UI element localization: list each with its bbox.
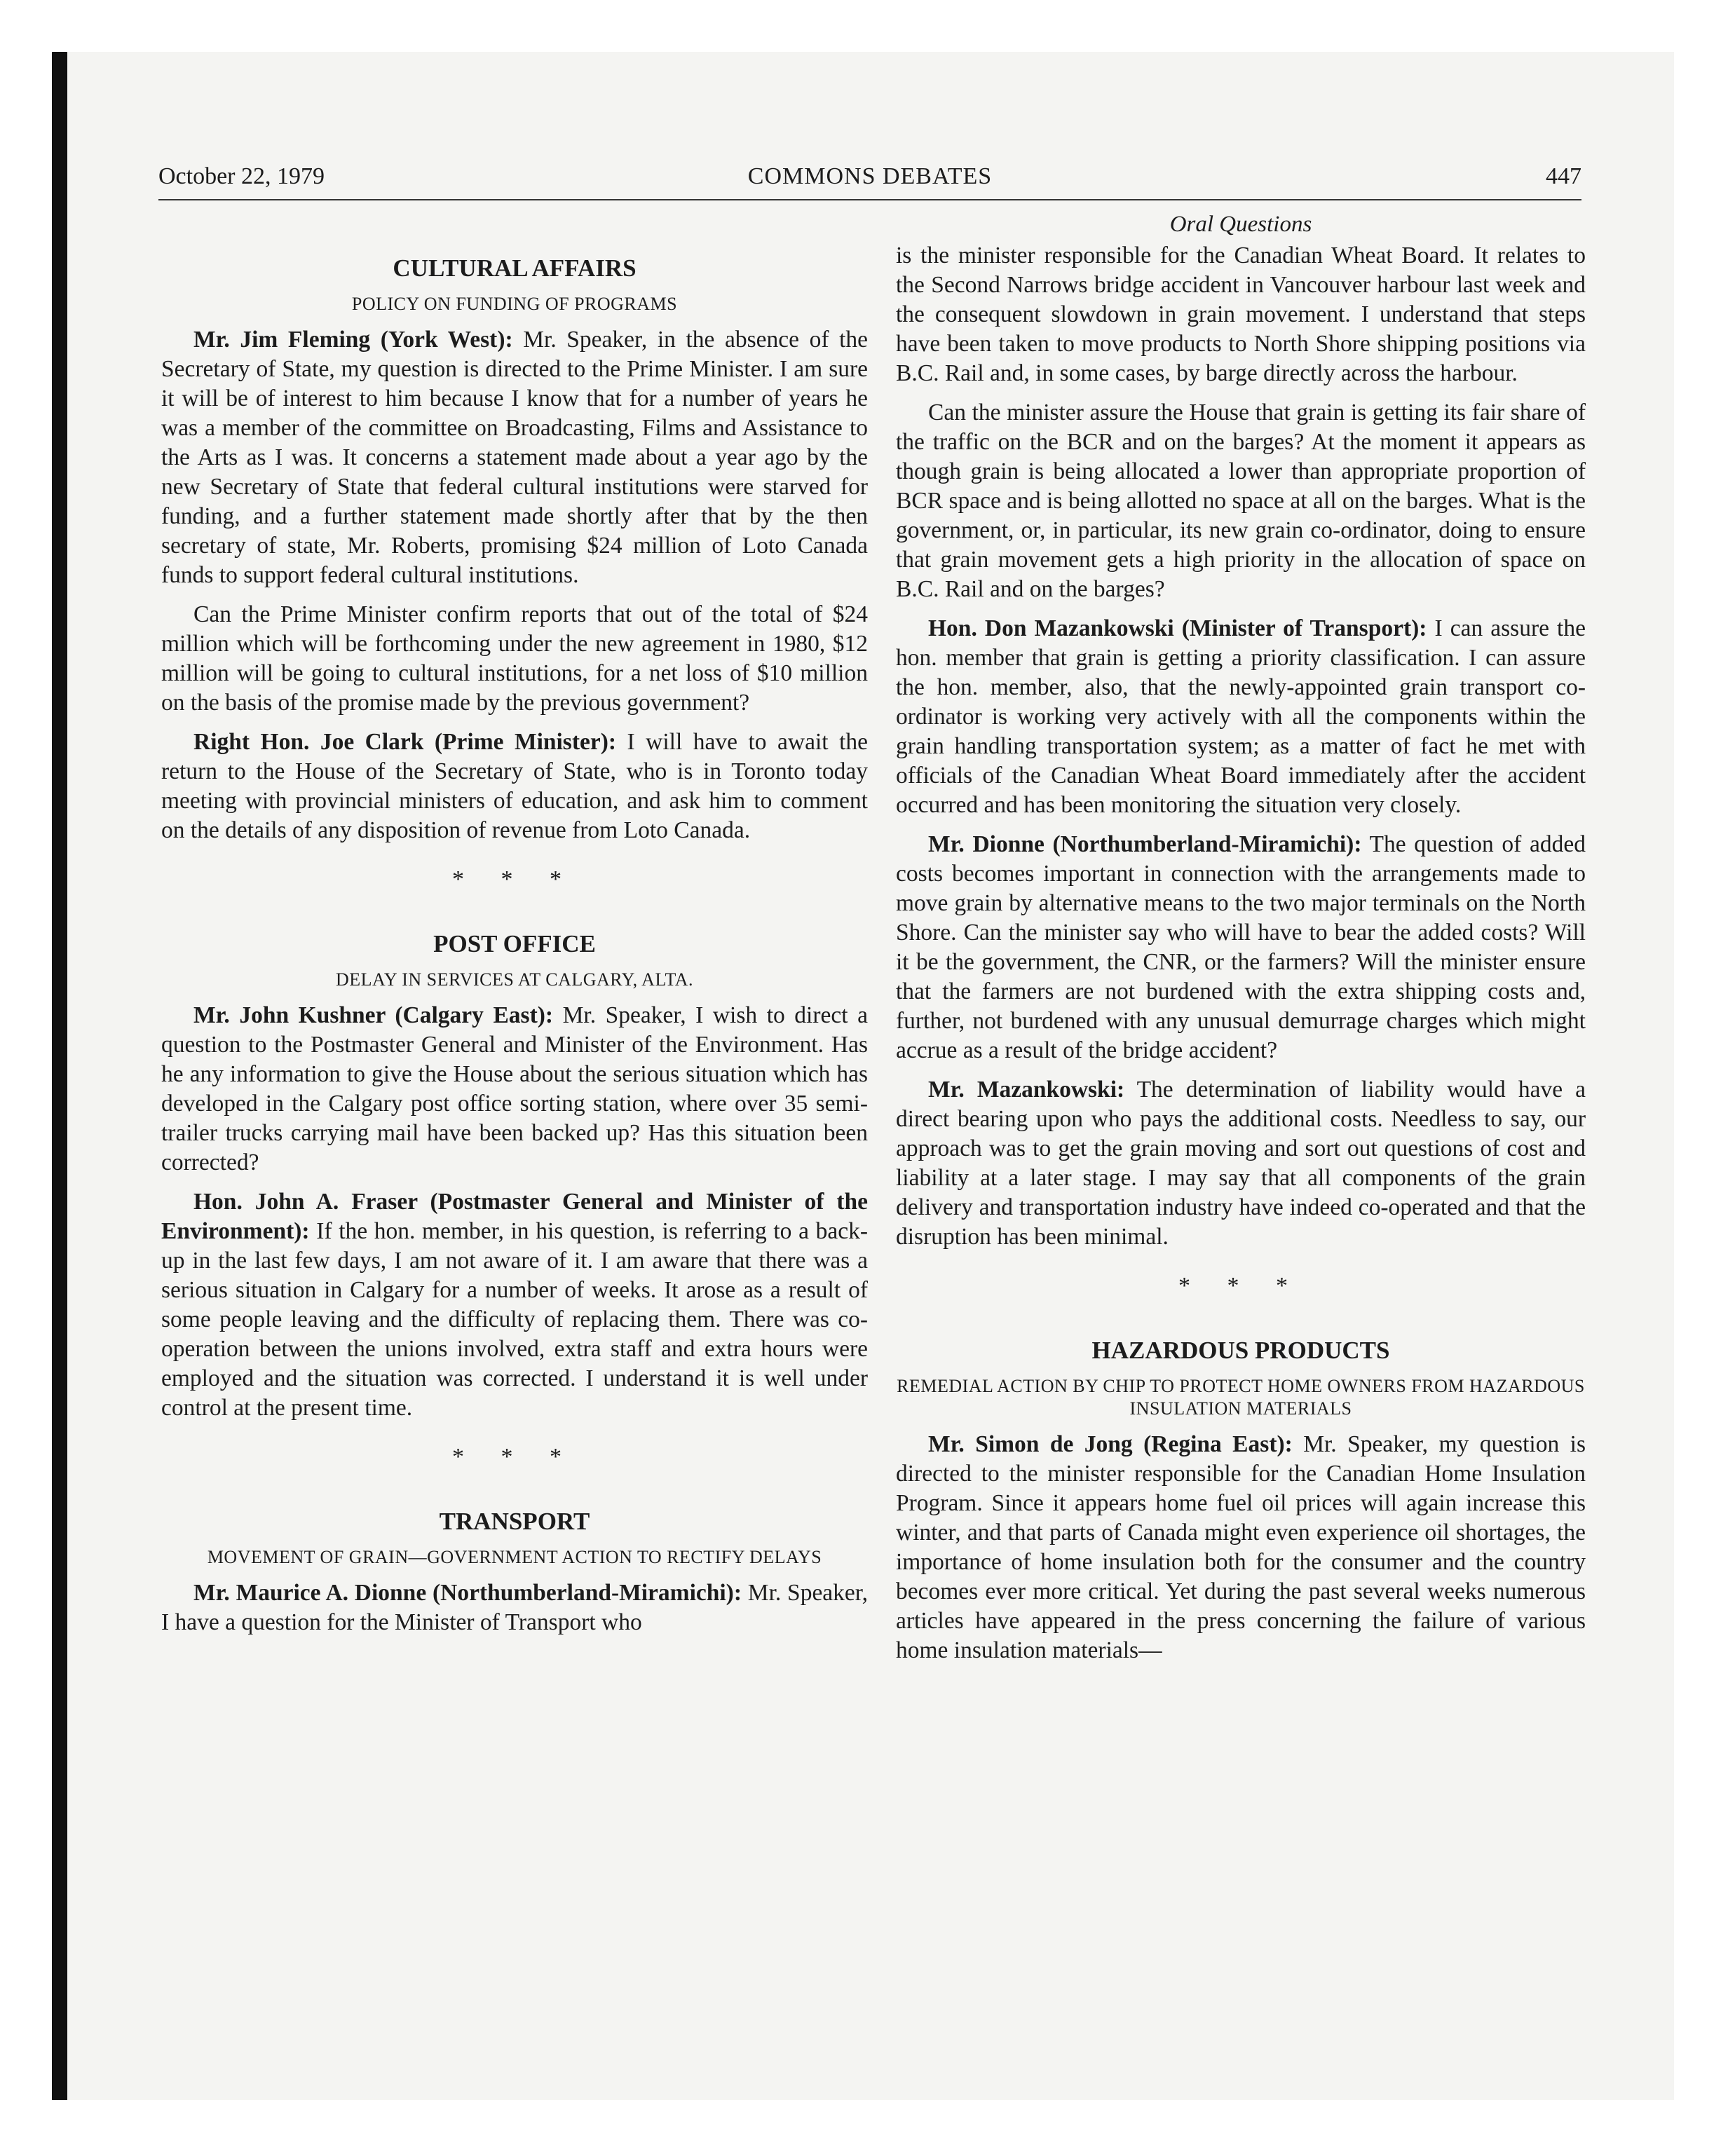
- paragraph: [161, 325, 868, 590]
- speaker-name: Mr. Dionne (Northumberland-Miramichi):: [928, 831, 1362, 857]
- section-title-cultural-affairs: CULTURAL AFFAIRS: [393, 254, 637, 282]
- paragraph: [161, 1001, 868, 1178]
- paragraph: [896, 241, 1586, 388]
- paragraph: [896, 614, 1586, 820]
- section-separator: * * *: [1178, 1273, 1303, 1299]
- paragraph-text: I will have to await the return to the House of the Secretary of State, who is in Toronto today meeting with provincial ministers of education, and ask him to comment on the details of any disposition of revenue from Loto Canada.: [161, 729, 868, 843]
- paragraph: [161, 1578, 868, 1637]
- right-column: [896, 210, 1586, 1665]
- speaker-name: Mr. John Kushner (Calgary East):: [193, 1002, 554, 1028]
- paragraph: [161, 600, 868, 718]
- paragraph-text: Mr. Speaker, I have a question for the Minister of Transport who: [161, 1580, 868, 1635]
- section-subtitle-grain: MOVEMENT OF GRAIN—GOVERNMENT ACTION TO RECTIFY DELAYS: [207, 1547, 822, 1567]
- paragraph-text: Mr. Speaker, my question is directed to the minister responsible for the Canadian Home Insulation Program. Since it appears home fuel oil prices will again increase this winter, and that parts of Canada might even experience oil shortages, the importance of home insulation both for the consumer and the country becomes ever more critical. Yet during the past several weeks numerous articles have appeared in the press concerning the failure of various home insulation materials—: [896, 1431, 1586, 1663]
- paragraph: [161, 1187, 868, 1423]
- paragraph: [896, 830, 1586, 1065]
- speaker-name: Right Hon. Joe Clark (Prime Minister):: [193, 729, 617, 755]
- paragraph-text: is the minister responsible for the Canadian Wheat Board. It relates to the Second Narrows bridge accident in Vancouver harbour last week and the consequent slowdown in grain movement. I understand that steps have been taken to move products to North Shore shipping positions via B.C. Rail and, in some cases, by barge directly across the harbour.: [896, 243, 1586, 386]
- speaker-name: Hon. John A. Fraser (Postmaster General and Minister of the Environment):: [161, 1189, 868, 1244]
- paragraph: [896, 1075, 1586, 1252]
- section-subtitle-funding: POLICY ON FUNDING OF PROGRAMS: [351, 294, 678, 314]
- header-journal-title: COMMONS DEBATES: [747, 163, 993, 189]
- left-column: [161, 210, 868, 1637]
- section-subtitle-insulation: REMEDIAL ACTION BY CHIP TO PROTECT HOME OWNERS FROM HAZARDOUS INSULATION MATERIALS: [897, 1376, 1585, 1419]
- paragraph-text: The determination of liability would have a direct bearing upon who pays the additional costs. Needless to say, our approach was to get the grain moving and sort out questions of cost and liability at a later stage. I may say that all components of the grain delivery and transportation industry have indeed co-operated and that the disruption has been minimal.: [896, 1077, 1586, 1250]
- section-title-transport: TRANSPORT: [439, 1508, 590, 1535]
- section-separator: * * *: [452, 1444, 577, 1470]
- section-subtitle-calgary: DELAY IN SERVICES AT CALGARY, ALTA.: [335, 969, 694, 990]
- speaker-name: Mr. Simon de Jong (Regina East):: [928, 1431, 1293, 1457]
- speaker-name: Hon. Don Mazankowski (Minister of Transport):: [928, 615, 1427, 641]
- paragraph-text: The question of added costs becomes important in connection with the arrangements made to move grain by alternative means to the two major terminals on the North Shore. Can the minister say who will have to bear the added costs? Will it be the government, the CNR, or the farmers? Will the minister ensure that the farmers are not burdened with the extra shipping costs and, further, not burdened with any unusual demurrage charges which might accrue as a result of the bridge accident?: [896, 831, 1586, 1063]
- paragraph-text: Mr. Speaker, I wish to direct a question to the Postmaster General and Minister of the Environment. Has he any information to give the House about the serious situation which has developed in the Calgary post office sorting station, where over 35 semi-trailer trucks carrying mail have been backed up? Has this situation been corrected?: [161, 1002, 868, 1175]
- section-separator: * * *: [452, 866, 577, 892]
- page-header: [158, 163, 1581, 200]
- paragraph-text: Can the Prime Minister confirm reports that out of the total of $24 million which will be forthcoming under the new agreement in 1980, $12 million will be going to cultural institutions, for a net loss of $10 million on the basis of the promise made by the previous government?: [161, 601, 868, 716]
- paragraph: [896, 1430, 1586, 1665]
- paragraph-text: Can the minister assure the House that grain is getting its fair share of the traffic on the BCR and on the barges? At the moment it appears as though grain is being allocated a lower than appropriate proportion of BCR space and is being allotted no space at all on the barges. What is the government, or, in particular, its new grain co-ordinator, doing to ensure that grain movement gets a high priority in the allocation of space on B.C. Rail and on the barges?: [896, 400, 1586, 602]
- speaker-name: Mr. Mazankowski:: [928, 1077, 1125, 1103]
- section-title-hazardous-products: HAZARDOUS PRODUCTS: [1091, 1337, 1390, 1364]
- paragraph: [896, 398, 1586, 604]
- header-page-number: 447: [1546, 163, 1581, 189]
- speaker-name: Mr. Maurice A. Dionne (Northumberland-Miramichi):: [193, 1580, 742, 1606]
- section-title-post-office: POST OFFICE: [433, 930, 596, 957]
- scan-border: [52, 52, 67, 2100]
- running-head: Oral Questions: [1169, 212, 1312, 237]
- paragraph-text: Mr. Speaker, in the absence of the Secretary of State, my question is directed to the Prime Minister. I am sure it will be of interest to him because I know that for a number of years he was a member of the committee on Broadcasting, Films and Assistance to the Arts as I was. It concerns a statement made about a year ago by the new Secretary of State that federal cultural institutions were starved for funding, and a further statement made shortly after that by the then secretary of state, Mr. Roberts, promising $24 million of Loto Canada funds to support federal cultural institutions.: [161, 327, 868, 588]
- paragraph-text: If the hon. member, in his question, is referring to a back-up in the last few days, I am not aware of it. I am aware that there was a serious situation in Calgary for a number of weeks. It arose as a result of some people leaving and the difficulty of replacing them. There was co-operation between the unions involved, extra staff and extra hours were employed and the situation was corrected. I understand it is well under control at the present time.: [161, 1218, 868, 1421]
- header-date: October 22, 1979: [158, 163, 325, 189]
- speaker-name: Mr. Jim Fleming (York West):: [193, 327, 513, 353]
- paragraph-text: I can assure the hon. member that grain is getting a priority classification. I can assure the hon. member, also, that the newly-appointed grain transport co-ordinator is working very actively with all the components within the grain handling transportation system; as a matter of fact he met with officials of the Canadian Wheat Board immediately after the accident occurred and has been monitoring the situation very closely.: [896, 615, 1586, 818]
- paragraph: [161, 728, 868, 845]
